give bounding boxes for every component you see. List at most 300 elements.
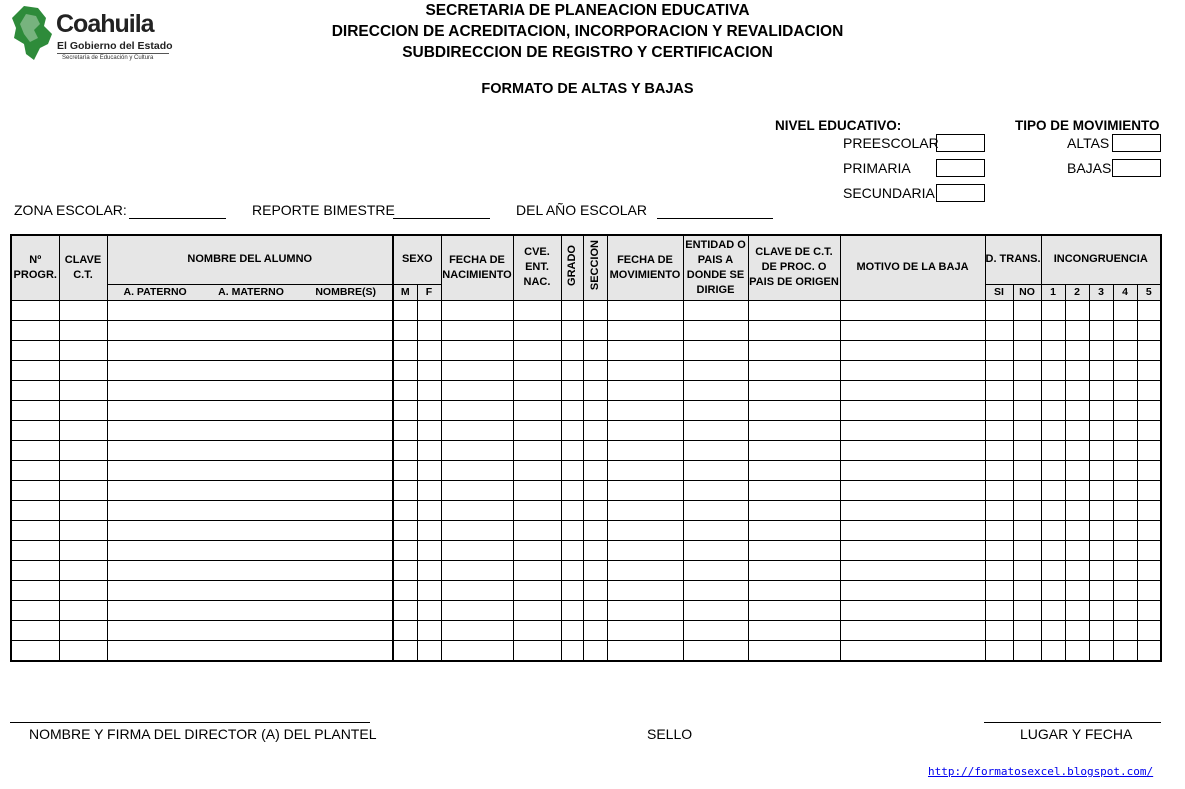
primaria-checkbox[interactable] <box>936 159 985 177</box>
table-cell[interactable] <box>748 560 840 580</box>
table-cell[interactable] <box>583 600 607 620</box>
table-cell[interactable] <box>513 560 561 580</box>
table-cell[interactable] <box>513 580 561 600</box>
table-cell[interactable] <box>985 460 1013 480</box>
table-cell[interactable] <box>417 440 441 460</box>
table-cell[interactable] <box>1089 360 1113 380</box>
table-cell[interactable] <box>1089 540 1113 560</box>
table-cell[interactable] <box>607 600 683 620</box>
table-cell[interactable] <box>1041 500 1065 520</box>
table-cell[interactable] <box>561 480 583 500</box>
table-cell[interactable] <box>393 600 417 620</box>
table-cell[interactable] <box>107 560 393 580</box>
table-cell[interactable] <box>683 520 748 540</box>
table-cell[interactable] <box>607 360 683 380</box>
table-cell[interactable] <box>1089 580 1113 600</box>
table-cell[interactable] <box>417 340 441 360</box>
table-cell[interactable] <box>1041 640 1065 661</box>
table-cell[interactable] <box>107 400 393 420</box>
bajas-checkbox[interactable] <box>1112 159 1161 177</box>
table-cell[interactable] <box>441 440 513 460</box>
table-cell[interactable] <box>107 300 393 320</box>
table-cell[interactable] <box>393 620 417 640</box>
table-cell[interactable] <box>1113 620 1137 640</box>
table-cell[interactable] <box>1137 440 1161 460</box>
table-cell[interactable] <box>1013 420 1041 440</box>
table-cell[interactable] <box>107 320 393 340</box>
table-cell[interactable] <box>441 460 513 480</box>
table-cell[interactable] <box>683 620 748 640</box>
table-cell[interactable] <box>1065 380 1089 400</box>
table-cell[interactable] <box>840 300 985 320</box>
table-cell[interactable] <box>513 340 561 360</box>
table-cell[interactable] <box>393 640 417 661</box>
table-cell[interactable] <box>417 320 441 340</box>
table-cell[interactable] <box>513 520 561 540</box>
table-cell[interactable] <box>607 420 683 440</box>
table-cell[interactable] <box>513 620 561 640</box>
table-cell[interactable] <box>561 500 583 520</box>
table-cell[interactable] <box>1013 300 1041 320</box>
table-cell[interactable] <box>748 340 840 360</box>
table-cell[interactable] <box>417 600 441 620</box>
table-cell[interactable] <box>107 600 393 620</box>
table-cell[interactable] <box>840 420 985 440</box>
table-cell[interactable] <box>1137 520 1161 540</box>
table-cell[interactable] <box>11 340 59 360</box>
table-cell[interactable] <box>840 540 985 560</box>
table-cell[interactable] <box>513 440 561 460</box>
table-cell[interactable] <box>11 500 59 520</box>
table-cell[interactable] <box>748 480 840 500</box>
table-cell[interactable] <box>441 640 513 661</box>
table-cell[interactable] <box>513 540 561 560</box>
table-cell[interactable] <box>107 500 393 520</box>
table-cell[interactable] <box>1137 320 1161 340</box>
table-cell[interactable] <box>683 640 748 661</box>
table-cell[interactable] <box>107 520 393 540</box>
table-cell[interactable] <box>1041 360 1065 380</box>
table-cell[interactable] <box>683 580 748 600</box>
table-cell[interactable] <box>513 400 561 420</box>
table-cell[interactable] <box>1089 340 1113 360</box>
table-cell[interactable] <box>1013 620 1041 640</box>
table-cell[interactable] <box>1065 580 1089 600</box>
table-cell[interactable] <box>607 640 683 661</box>
table-cell[interactable] <box>748 440 840 460</box>
table-cell[interactable] <box>1113 580 1137 600</box>
table-cell[interactable] <box>985 400 1013 420</box>
table-cell[interactable] <box>607 380 683 400</box>
table-cell[interactable] <box>59 440 107 460</box>
table-cell[interactable] <box>561 600 583 620</box>
table-cell[interactable] <box>748 400 840 420</box>
table-cell[interactable] <box>985 360 1013 380</box>
table-cell[interactable] <box>59 580 107 600</box>
table-cell[interactable] <box>1013 340 1041 360</box>
table-cell[interactable] <box>683 540 748 560</box>
table-cell[interactable] <box>1089 480 1113 500</box>
table-cell[interactable] <box>417 580 441 600</box>
table-cell[interactable] <box>1065 520 1089 540</box>
table-cell[interactable] <box>1089 640 1113 661</box>
table-cell[interactable] <box>1041 300 1065 320</box>
table-cell[interactable] <box>107 540 393 560</box>
secundaria-checkbox[interactable] <box>936 184 985 202</box>
table-cell[interactable] <box>561 360 583 380</box>
table-cell[interactable] <box>1113 380 1137 400</box>
table-cell[interactable] <box>561 400 583 420</box>
table-cell[interactable] <box>583 560 607 580</box>
table-cell[interactable] <box>1089 400 1113 420</box>
table-cell[interactable] <box>1065 400 1089 420</box>
table-cell[interactable] <box>583 360 607 380</box>
table-cell[interactable] <box>513 380 561 400</box>
table-cell[interactable] <box>1013 560 1041 580</box>
table-cell[interactable] <box>561 460 583 480</box>
table-cell[interactable] <box>840 500 985 520</box>
table-cell[interactable] <box>1013 320 1041 340</box>
table-cell[interactable] <box>11 360 59 380</box>
table-cell[interactable] <box>59 340 107 360</box>
table-cell[interactable] <box>561 320 583 340</box>
table-cell[interactable] <box>417 560 441 580</box>
table-cell[interactable] <box>840 560 985 580</box>
table-cell[interactable] <box>1013 500 1041 520</box>
table-cell[interactable] <box>748 380 840 400</box>
blog-link[interactable]: http://formatosexcel.blogspot.com/ <box>928 765 1154 778</box>
table-cell[interactable] <box>441 580 513 600</box>
table-cell[interactable] <box>683 480 748 500</box>
table-cell[interactable] <box>840 520 985 540</box>
table-cell[interactable] <box>1041 480 1065 500</box>
table-cell[interactable] <box>583 440 607 460</box>
table-cell[interactable] <box>11 400 59 420</box>
table-cell[interactable] <box>1013 480 1041 500</box>
table-cell[interactable] <box>607 580 683 600</box>
table-cell[interactable] <box>107 360 393 380</box>
table-cell[interactable] <box>1065 600 1089 620</box>
table-cell[interactable] <box>417 360 441 380</box>
table-cell[interactable] <box>748 620 840 640</box>
table-cell[interactable] <box>607 500 683 520</box>
table-cell[interactable] <box>683 340 748 360</box>
table-cell[interactable] <box>683 360 748 380</box>
table-cell[interactable] <box>393 380 417 400</box>
table-cell[interactable] <box>985 520 1013 540</box>
table-cell[interactable] <box>1065 560 1089 580</box>
table-cell[interactable] <box>1041 540 1065 560</box>
table-cell[interactable] <box>441 300 513 320</box>
table-cell[interactable] <box>59 400 107 420</box>
table-cell[interactable] <box>11 600 59 620</box>
table-cell[interactable] <box>393 580 417 600</box>
table-cell[interactable] <box>417 480 441 500</box>
altas-checkbox[interactable] <box>1112 134 1161 152</box>
table-cell[interactable] <box>607 560 683 580</box>
table-cell[interactable] <box>985 540 1013 560</box>
table-cell[interactable] <box>1113 500 1137 520</box>
table-cell[interactable] <box>393 360 417 380</box>
table-cell[interactable] <box>417 500 441 520</box>
table-cell[interactable] <box>1089 600 1113 620</box>
table-cell[interactable] <box>441 540 513 560</box>
table-cell[interactable] <box>1089 500 1113 520</box>
table-cell[interactable] <box>748 360 840 380</box>
table-cell[interactable] <box>607 620 683 640</box>
table-cell[interactable] <box>1137 640 1161 661</box>
table-cell[interactable] <box>11 640 59 661</box>
table-cell[interactable] <box>441 560 513 580</box>
table-cell[interactable] <box>1065 300 1089 320</box>
table-cell[interactable] <box>59 540 107 560</box>
table-cell[interactable] <box>985 500 1013 520</box>
table-cell[interactable] <box>1137 500 1161 520</box>
table-cell[interactable] <box>683 420 748 440</box>
table-cell[interactable] <box>59 600 107 620</box>
table-cell[interactable] <box>11 540 59 560</box>
table-cell[interactable] <box>1013 440 1041 460</box>
table-cell[interactable] <box>583 380 607 400</box>
table-cell[interactable] <box>1065 340 1089 360</box>
table-cell[interactable] <box>513 300 561 320</box>
table-cell[interactable] <box>748 520 840 540</box>
table-cell[interactable] <box>513 600 561 620</box>
table-cell[interactable] <box>59 320 107 340</box>
table-cell[interactable] <box>441 600 513 620</box>
table-cell[interactable] <box>561 560 583 580</box>
table-cell[interactable] <box>748 320 840 340</box>
table-cell[interactable] <box>1113 360 1137 380</box>
table-cell[interactable] <box>59 560 107 580</box>
table-cell[interactable] <box>840 440 985 460</box>
table-cell[interactable] <box>513 640 561 661</box>
table-cell[interactable] <box>840 580 985 600</box>
table-cell[interactable] <box>840 460 985 480</box>
table-cell[interactable] <box>840 480 985 500</box>
table-cell[interactable] <box>11 560 59 580</box>
table-cell[interactable] <box>11 620 59 640</box>
table-cell[interactable] <box>1013 540 1041 560</box>
table-cell[interactable] <box>513 500 561 520</box>
table-cell[interactable] <box>561 420 583 440</box>
table-cell[interactable] <box>441 340 513 360</box>
table-cell[interactable] <box>1137 560 1161 580</box>
table-cell[interactable] <box>1113 460 1137 480</box>
table-cell[interactable] <box>607 460 683 480</box>
preescolar-checkbox[interactable] <box>936 134 985 152</box>
table-cell[interactable] <box>1065 460 1089 480</box>
table-cell[interactable] <box>1065 440 1089 460</box>
table-cell[interactable] <box>1113 520 1137 540</box>
table-cell[interactable] <box>1137 400 1161 420</box>
table-cell[interactable] <box>607 440 683 460</box>
table-cell[interactable] <box>11 580 59 600</box>
table-cell[interactable] <box>1089 380 1113 400</box>
table-cell[interactable] <box>11 460 59 480</box>
table-cell[interactable] <box>11 300 59 320</box>
table-cell[interactable] <box>1041 600 1065 620</box>
table-cell[interactable] <box>1089 460 1113 480</box>
table-cell[interactable] <box>1013 380 1041 400</box>
table-cell[interactable] <box>1065 480 1089 500</box>
reporte-bimestre-field[interactable] <box>393 204 490 219</box>
table-cell[interactable] <box>1113 480 1137 500</box>
table-cell[interactable] <box>59 380 107 400</box>
table-cell[interactable] <box>1137 420 1161 440</box>
table-cell[interactable] <box>441 420 513 440</box>
table-cell[interactable] <box>1113 540 1137 560</box>
table-cell[interactable] <box>1013 360 1041 380</box>
table-cell[interactable] <box>840 600 985 620</box>
table-cell[interactable] <box>840 400 985 420</box>
table-cell[interactable] <box>107 420 393 440</box>
table-cell[interactable] <box>393 540 417 560</box>
table-cell[interactable] <box>417 380 441 400</box>
table-cell[interactable] <box>583 320 607 340</box>
zona-escolar-field[interactable] <box>129 204 226 219</box>
table-cell[interactable] <box>561 640 583 661</box>
table-cell[interactable] <box>583 640 607 661</box>
table-cell[interactable] <box>1137 600 1161 620</box>
table-cell[interactable] <box>59 420 107 440</box>
table-cell[interactable] <box>107 620 393 640</box>
table-cell[interactable] <box>607 320 683 340</box>
table-cell[interactable] <box>748 500 840 520</box>
table-cell[interactable] <box>1113 640 1137 661</box>
table-cell[interactable] <box>59 520 107 540</box>
table-cell[interactable] <box>417 300 441 320</box>
table-cell[interactable] <box>1065 540 1089 560</box>
table-cell[interactable] <box>1137 480 1161 500</box>
table-cell[interactable] <box>1137 300 1161 320</box>
table-cell[interactable] <box>1013 400 1041 420</box>
table-cell[interactable] <box>513 420 561 440</box>
table-cell[interactable] <box>1113 320 1137 340</box>
table-cell[interactable] <box>441 500 513 520</box>
table-cell[interactable] <box>607 300 683 320</box>
table-cell[interactable] <box>840 360 985 380</box>
table-cell[interactable] <box>1013 460 1041 480</box>
table-cell[interactable] <box>561 340 583 360</box>
table-cell[interactable] <box>1041 580 1065 600</box>
table-cell[interactable] <box>840 320 985 340</box>
table-cell[interactable] <box>583 340 607 360</box>
table-cell[interactable] <box>393 460 417 480</box>
table-cell[interactable] <box>583 500 607 520</box>
table-cell[interactable] <box>59 300 107 320</box>
table-cell[interactable] <box>583 580 607 600</box>
table-cell[interactable] <box>1013 520 1041 540</box>
table-cell[interactable] <box>985 600 1013 620</box>
table-cell[interactable] <box>683 440 748 460</box>
table-cell[interactable] <box>107 480 393 500</box>
table-cell[interactable] <box>1089 520 1113 540</box>
table-cell[interactable] <box>441 620 513 640</box>
table-cell[interactable] <box>1089 440 1113 460</box>
table-cell[interactable] <box>561 380 583 400</box>
table-cell[interactable] <box>1065 500 1089 520</box>
table-cell[interactable] <box>1113 440 1137 460</box>
table-cell[interactable] <box>1041 320 1065 340</box>
table-cell[interactable] <box>1137 380 1161 400</box>
table-cell[interactable] <box>1013 580 1041 600</box>
table-cell[interactable] <box>985 300 1013 320</box>
table-cell[interactable] <box>513 360 561 380</box>
table-cell[interactable] <box>583 520 607 540</box>
table-cell[interactable] <box>59 500 107 520</box>
table-cell[interactable] <box>840 620 985 640</box>
table-cell[interactable] <box>417 400 441 420</box>
table-cell[interactable] <box>840 640 985 661</box>
table-cell[interactable] <box>683 500 748 520</box>
table-cell[interactable] <box>1137 360 1161 380</box>
table-cell[interactable] <box>607 540 683 560</box>
table-cell[interactable] <box>107 640 393 661</box>
table-cell[interactable] <box>985 320 1013 340</box>
table-cell[interactable] <box>561 620 583 640</box>
table-cell[interactable] <box>1065 620 1089 640</box>
table-cell[interactable] <box>393 480 417 500</box>
table-cell[interactable] <box>59 640 107 661</box>
table-cell[interactable] <box>683 300 748 320</box>
table-cell[interactable] <box>1089 560 1113 580</box>
table-cell[interactable] <box>393 520 417 540</box>
table-cell[interactable] <box>1065 320 1089 340</box>
table-cell[interactable] <box>1113 400 1137 420</box>
table-cell[interactable] <box>1041 460 1065 480</box>
table-cell[interactable] <box>393 440 417 460</box>
table-cell[interactable] <box>561 520 583 540</box>
table-cell[interactable] <box>583 480 607 500</box>
table-cell[interactable] <box>441 380 513 400</box>
table-cell[interactable] <box>11 380 59 400</box>
table-cell[interactable] <box>985 640 1013 661</box>
table-cell[interactable] <box>59 360 107 380</box>
table-cell[interactable] <box>748 580 840 600</box>
table-cell[interactable] <box>1065 360 1089 380</box>
table-cell[interactable] <box>683 380 748 400</box>
table-cell[interactable] <box>607 340 683 360</box>
table-cell[interactable] <box>1113 560 1137 580</box>
table-cell[interactable] <box>59 620 107 640</box>
table-cell[interactable] <box>417 520 441 540</box>
table-cell[interactable] <box>583 620 607 640</box>
table-cell[interactable] <box>561 580 583 600</box>
table-cell[interactable] <box>583 460 607 480</box>
table-cell[interactable] <box>1137 340 1161 360</box>
table-cell[interactable] <box>107 580 393 600</box>
table-cell[interactable] <box>583 300 607 320</box>
table-cell[interactable] <box>561 540 583 560</box>
table-cell[interactable] <box>1113 300 1137 320</box>
table-cell[interactable] <box>107 460 393 480</box>
table-cell[interactable] <box>513 320 561 340</box>
table-cell[interactable] <box>11 520 59 540</box>
table-cell[interactable] <box>59 480 107 500</box>
table-cell[interactable] <box>985 580 1013 600</box>
table-cell[interactable] <box>607 480 683 500</box>
table-cell[interactable] <box>683 320 748 340</box>
table-cell[interactable] <box>1041 440 1065 460</box>
table-cell[interactable] <box>583 400 607 420</box>
table-cell[interactable] <box>1113 600 1137 620</box>
table-cell[interactable] <box>985 340 1013 360</box>
table-cell[interactable] <box>583 420 607 440</box>
table-cell[interactable] <box>840 340 985 360</box>
table-cell[interactable] <box>1041 620 1065 640</box>
table-cell[interactable] <box>393 340 417 360</box>
